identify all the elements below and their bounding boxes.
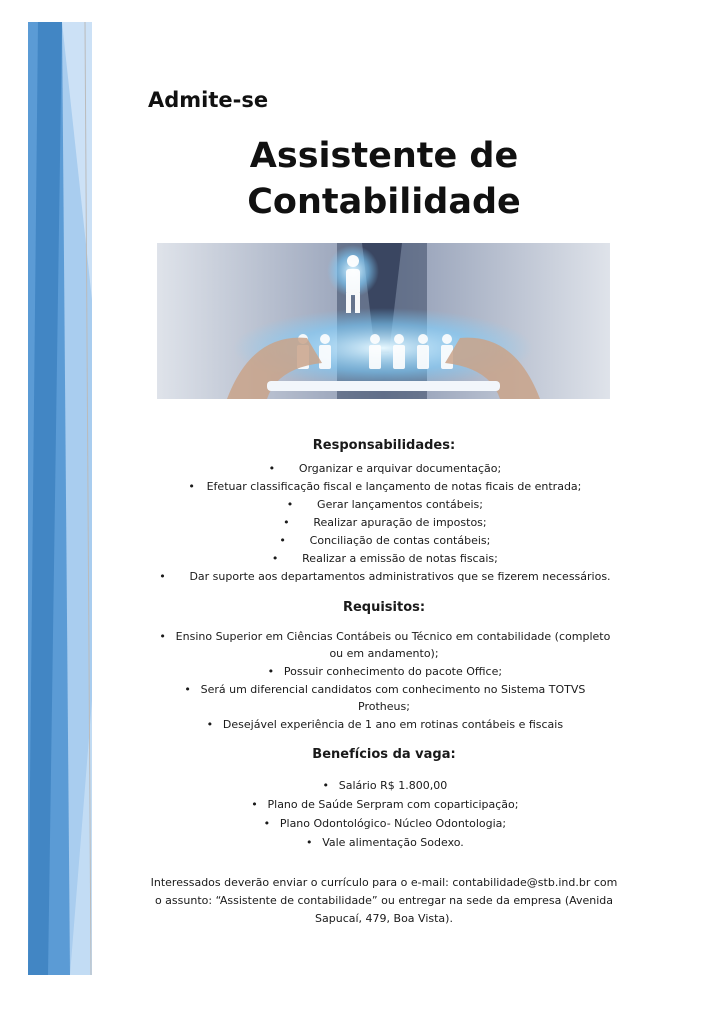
bullet-icon: •: [263, 817, 271, 830]
bullet-icon: •: [159, 570, 166, 583]
list-item: • Realizar apuração de impostos;: [283, 516, 487, 529]
bullet-icon: •: [305, 836, 313, 849]
beneficios-list: [150, 776, 618, 852]
bullet-icon: •: [251, 798, 258, 811]
list-item: • Possuir conhecimento do pacote Office;: [267, 665, 503, 678]
bullet-icon: •: [184, 683, 191, 696]
bullet-icon: •: [322, 779, 330, 792]
list-item: • Gerar lançamentos contábeis;: [286, 498, 483, 511]
list-item: • Dar suporte aos departamentos administrativos que se fizerem necessários.: [159, 570, 611, 583]
list-item: • Plano de Saúde Serpram com coparticipação;: [150, 795, 618, 814]
list-item: • Ensino Superior em Ciências Contábeis ou Técnico em contabilidade (completo ou em andamento);: [159, 630, 611, 660]
admite-se-heading: Admite-se: [148, 88, 269, 112]
bullet-icon: •: [267, 665, 275, 678]
requisitos-title: Requisitos:: [342, 600, 426, 615]
bullet-icon: •: [188, 480, 195, 493]
bullet-icon: •: [268, 462, 276, 475]
bullet-icon: •: [159, 630, 166, 643]
bullet-icon: •: [283, 516, 290, 529]
bullet-icon: •: [286, 498, 294, 511]
bullet-icon: •: [206, 718, 214, 731]
list-item: • Organizar e arquivar documentação;: [268, 462, 502, 475]
beneficios-title: Benefícios da vaga:: [312, 747, 456, 762]
hero-image: [157, 243, 610, 399]
job-title-line-2: Contabilidade: [247, 182, 521, 222]
responsabilidades-title: Responsabilidades:: [312, 438, 456, 453]
responsabilidades-list: [150, 462, 618, 588]
application-instructions: Interessados deverão enviar o currículo para o e-mail: contabilidade@stb.ind.br com o assunto: “Assistente de contabilidade” ou entregar na sede da empresa (Avenida Sapucaí, 479, Boa Vista).: [150, 876, 618, 925]
requisitos-list: [150, 628, 618, 733]
list-item: • Será um diferencial candidatos com conhecimento no Sistema TOTVS Protheus;: [184, 683, 586, 713]
job-title: [150, 133, 618, 225]
business-network-illustration: [157, 243, 610, 399]
list-item: • Realizar a emissão de notas fiscais;: [271, 552, 498, 565]
list-item: • Conciliação de contas contábeis;: [279, 534, 491, 547]
bullet-icon: •: [279, 534, 286, 547]
list-item: • Desejável experiência de 1 ano em rotinas contábeis e fiscais: [206, 718, 564, 731]
list-item: • Plano Odontológico- Núcleo Odontologia;: [150, 814, 618, 833]
decorative-sidebar: [0, 0, 110, 1023]
bullet-icon: •: [271, 552, 279, 565]
list-item: • Vale alimentação Sodexo.: [150, 833, 618, 852]
list-item: • Salário R$ 1.800,00: [150, 776, 618, 795]
job-title-line-1: Assistente de: [249, 136, 519, 176]
list-item: • Efetuar classificação fiscal e lançamento de notas ficais de entrada;: [188, 480, 582, 493]
